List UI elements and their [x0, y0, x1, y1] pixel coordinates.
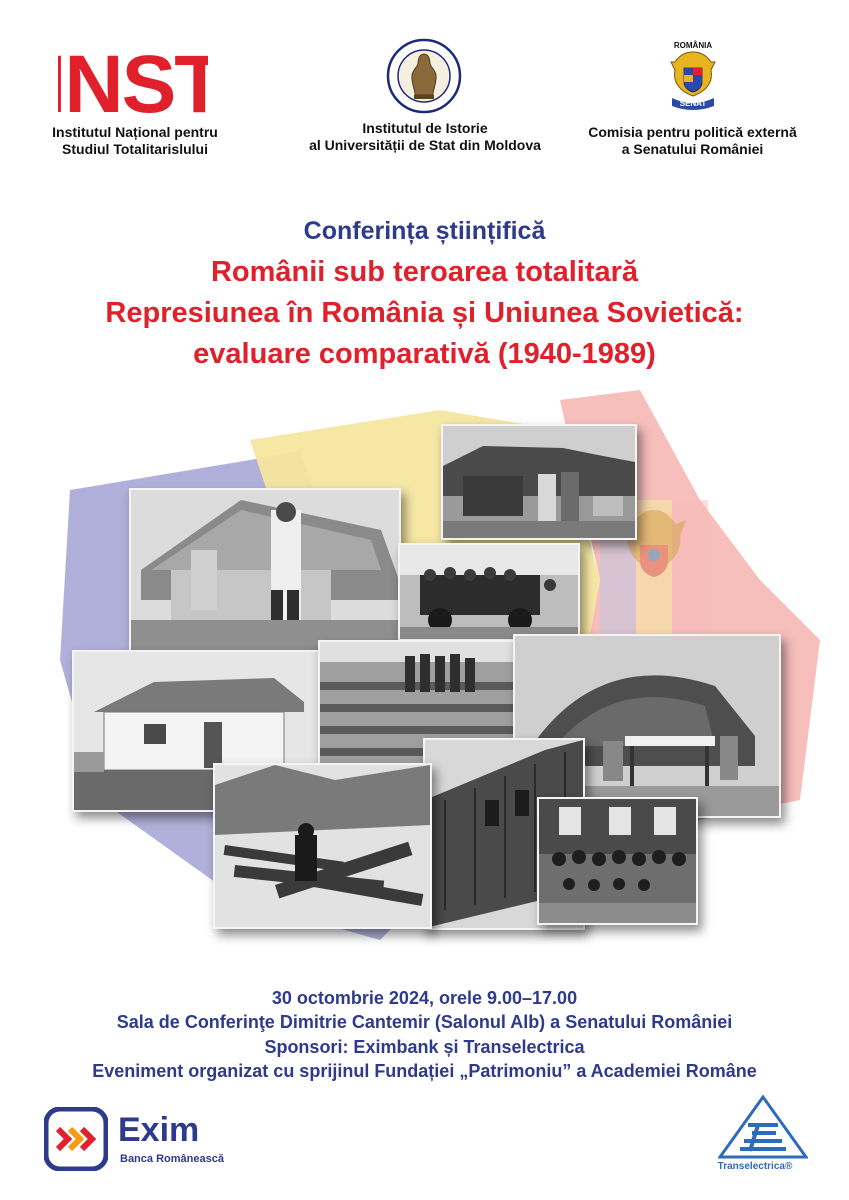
- transelectrica-logo: [700, 1095, 810, 1175]
- event-date-line: 30 octombrie 2024, orele 9.00–17.00: [271, 988, 578, 1008]
- left-org-line2: Studiul Totalitarislului: [62, 141, 208, 157]
- conference-kicker: Conferința științifică: [303, 217, 546, 245]
- transelectrica-triangle-icon: [718, 1095, 808, 1159]
- right-org-line1: Comisia pentru politică externă: [588, 124, 797, 140]
- right-org-line2: a Senatului României: [621, 141, 764, 157]
- photo-log-workers: [213, 763, 432, 929]
- senate-emblem-bottom-text: SENAT: [679, 99, 707, 108]
- exim-subtitle: Banca Românească: [120, 1153, 224, 1165]
- event-sponsors-line: Sponsori: Eximbank și Transelectrica: [264, 1037, 585, 1057]
- photo-boy-by-thatched-hut: [129, 488, 401, 652]
- event-organized-line: Eveniment organizat cu sprijinul Fundației „Patrimoniu” a Academiei Române: [92, 1061, 757, 1081]
- center-org-line1: Institutul de Istorie: [362, 120, 488, 136]
- conference-title-line2: Represiunea în România și Uniunea Sovietică:: [105, 297, 744, 329]
- exim-name: Exim: [118, 1111, 200, 1149]
- photo-family-outside-shack: [441, 424, 637, 540]
- exim-logo: [44, 1107, 234, 1171]
- conference-title-line1: Românii sub teroarea totalitară: [210, 256, 639, 288]
- center-org-line2: al Universității de Stat din Moldova: [309, 137, 541, 153]
- photo-group-with-truck: [398, 543, 580, 641]
- conference-title-line3: evaluare comparativă (1940-1989): [193, 338, 656, 370]
- event-venue-line: Sala de Conferinţe Dimitrie Cantemir (Salonul Alb) a Senatului României: [116, 1012, 733, 1032]
- left-org-line1: Institutul Național pentru: [52, 124, 218, 140]
- transelectrica-name: Transelectrica®: [717, 1161, 793, 1172]
- exim-mark-icon: [44, 1107, 108, 1171]
- senate-emblem-top-text: ROMÂNIA: [673, 41, 713, 50]
- inst-logo-text: NST: [64, 42, 208, 122]
- photo-group-by-wooden-house: [537, 797, 698, 925]
